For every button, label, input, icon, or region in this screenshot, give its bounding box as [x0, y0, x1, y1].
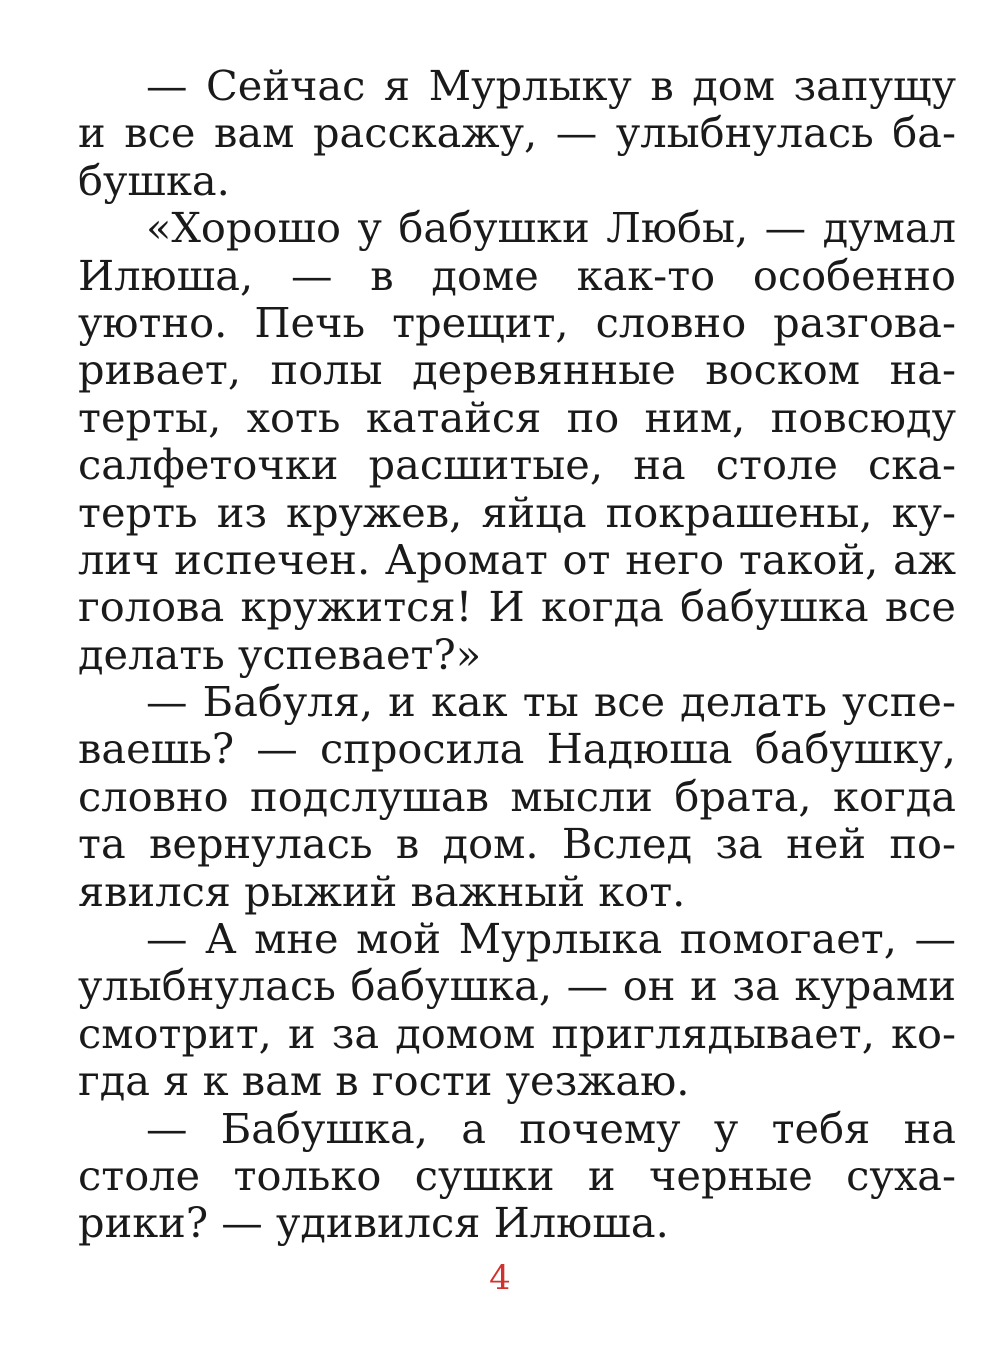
text-line: уютно. Печь трещит, словно разгова- — [78, 297, 956, 347]
text-line: делать успевает?» — [78, 629, 482, 679]
text-line: ривает, полы деревянные воском на- — [78, 345, 956, 395]
text-line: бушка. — [78, 155, 230, 205]
text-line: и все вам расскажу, — улыбнулась ба- — [78, 108, 956, 158]
text-line: салфеточки расшитые, на столе ска- — [78, 440, 956, 490]
text-line: — Бабушка, а почему у тебя на — [146, 1103, 956, 1153]
text-line: «Хорошо у бабушки Любы, — думал — [146, 203, 956, 253]
page-text — [78, 62, 956, 1247]
text-line: — Бабуля, и как ты все делать успе- — [146, 677, 956, 727]
text-line: столе только сушки и черные суха- — [78, 1150, 956, 1200]
text-line: рики? — удивился Илюша. — [78, 1198, 669, 1248]
text-line: смотрит, и за домом приглядывает, ко- — [78, 1008, 956, 1058]
text-line: терты, хоть катайся по ним, повсюду — [78, 392, 956, 442]
text-line: голова кружится! И когда бабушка все — [78, 582, 956, 632]
text-line: явился рыжий важный кот. — [78, 866, 686, 916]
text-line: ваешь? — спросила Надюша бабушку, — [78, 724, 956, 774]
page-number: 4 — [489, 1258, 511, 1298]
text-line: словно подслушав мысли брата, когда — [78, 771, 956, 821]
text-line: гда я к вам в гости уезжаю. — [78, 1056, 690, 1106]
text-line: терть из кружев, яйца покрашены, ку- — [78, 487, 956, 537]
text-line: Илюша, — в доме как-то особенно — [78, 250, 956, 300]
text-line: — А мне мой Мурлыка помогает, — — [146, 914, 956, 964]
text-line: лич испечен. Аромат от него такой, аж — [78, 534, 956, 584]
text-line: та вернулась в дом. Вслед за ней по- — [78, 819, 956, 869]
text-line: улыбнулась бабушка, — он и за курами — [78, 961, 956, 1011]
text-line: — Сейчас я Мурлыку в дом запущу — [146, 61, 956, 110]
